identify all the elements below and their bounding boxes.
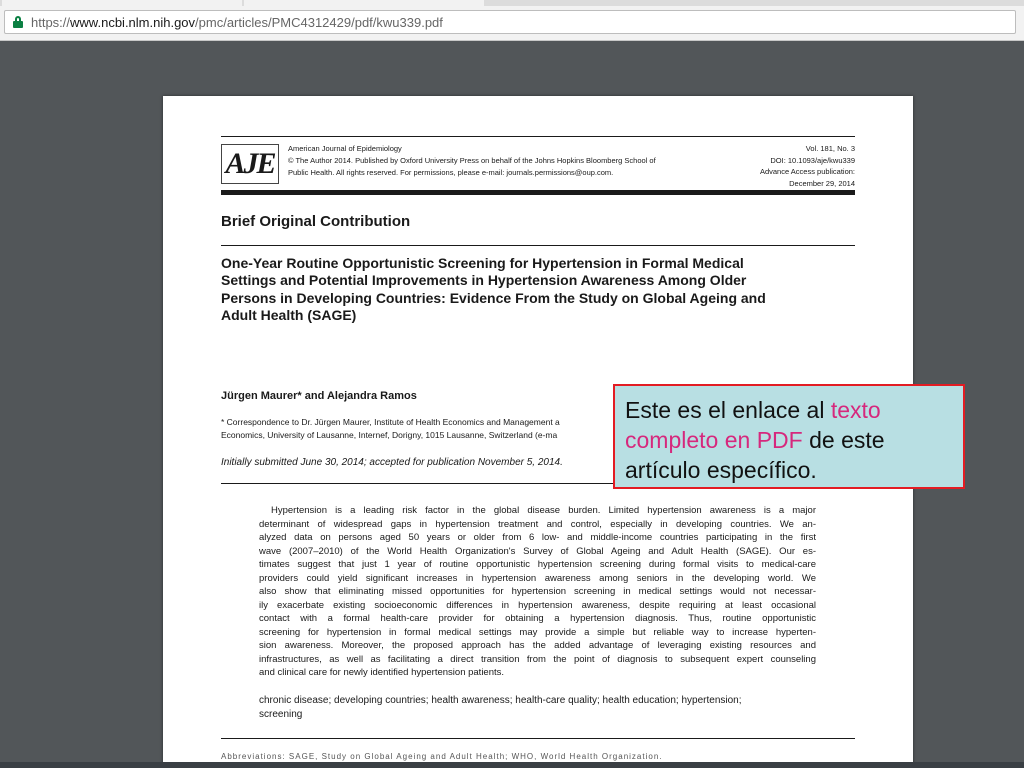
abstract-line: timates suggest that just 1 year of routine opportunistic hypertension screening during formal visits to medical-care: [259, 559, 816, 570]
journal-logo: AJE: [221, 144, 279, 184]
doi: DOI: 10.1093/aje/kwu339: [770, 155, 855, 165]
header-thick-rule: [221, 190, 855, 195]
bottom-strip: [0, 762, 1024, 768]
submission-dates: Initially submitted June 30, 2014; accepted for publication November 5, 2014.: [221, 457, 563, 468]
keywords: [259, 694, 816, 722]
abstract-line: determinant of widespread gaps in hypertension treatment and control, especially in developing countries. We an-: [259, 518, 816, 530]
keywords-line: screening: [259, 709, 303, 720]
abstract-line: and clinical care for newly identified hypertension patients.: [259, 667, 505, 678]
header-top-rule: [221, 136, 855, 137]
callout-text-after: de este artículo específico.: [625, 427, 885, 483]
abstract-line: ily exacerbate existing socioeconomic differences in hypertension awareness, despite requiring at least occasional: [259, 599, 816, 611]
title-line: Settings and Potential Improvements in Hypertension Awareness Among Older: [221, 272, 747, 289]
section-rule: [221, 245, 855, 246]
abstract-line: alyzed data on persons aged 50 years or older from 6 low- and middle-income countries participating in the first: [259, 532, 816, 543]
footer-rule: [221, 738, 855, 739]
keywords-line: chronic disease; developing countries; health awareness; health-care quality; health education; hypertension;: [259, 695, 742, 706]
abstract-line: contact with a formal health-care provider for obtaining a hypertension diagnosis. Thus, routine opportunistic: [259, 613, 816, 624]
title-line: One-Year Routine Opportunistic Screening for Hypertension in Formal Medical: [221, 255, 744, 271]
abstract-line: sion awareness. Moreover, the proposed approach has the added advantage of leveraging existing resources and: [259, 640, 816, 651]
browser-tab[interactable]: [244, 0, 484, 6]
rights-line: Public Health. All rights reserved. For permissions, please e-mail: journals.permissions@oup.com.: [288, 168, 614, 177]
publication-date: December 29, 2014: [789, 178, 855, 188]
correspondence-line: * Correspondence to Dr. Jürgen Maurer, Institute of Health Economics and Management a: [221, 417, 560, 427]
footnote-abbreviations: Abbreviations: SAGE, Study on Global Ageing and Adult Health; WHO, World Health Organization.: [221, 752, 663, 761]
abstract-line: also show that eliminating missed opportunities for hypertension screening in medical settings would not necessar-: [259, 586, 816, 597]
browser-toolbar: [0, 0, 1024, 41]
volume-info: [655, 143, 855, 189]
article-title: [221, 255, 821, 325]
abstract: [259, 504, 816, 680]
title-line: Adult Health (SAGE): [221, 307, 357, 324]
journal-info: [288, 143, 708, 179]
title-line: Persons in Developing Countries: Evidence From the Study on Global Ageing and: [221, 289, 766, 306]
journal-name: American Journal of Epidemiology: [288, 144, 402, 153]
abstract-line: wave (2007–2010) of the World Health Organization's Survey of Global Ageing and Adult Health (SAGE). Our es-: [259, 545, 816, 557]
authors: Jürgen Maurer* and Alejandra Ramos: [221, 390, 417, 402]
correspondence-line: Economics, University of Lausanne, Internef, Dorigny, 1015 Lausanne, Switzerland (e-ma: [221, 430, 558, 440]
abstract-line: screening for hypertension in formal medical settings may provide a simple but reliable way to increase hyperten-: [259, 626, 816, 638]
abstract-line: Hypertension is a leading risk factor in the global disease burden. Limited hypertension awareness is a major: [271, 505, 816, 516]
advance-access-label: Advance Access publication:: [759, 167, 855, 176]
url-scheme: https://: [31, 15, 71, 30]
url-path: /pmc/articles/PMC4312429/pdf/kwu339.pdf: [195, 15, 443, 30]
volume-issue: Vol. 181, No. 3: [805, 144, 855, 153]
url-text[interactable]: [31, 15, 443, 30]
callout-highlight: texto completo en PDF: [625, 397, 881, 453]
tab-strip: [0, 0, 1024, 6]
correspondence: [221, 416, 621, 442]
abstract-line: infrastructures, as well as facilitating a direct transition from the point of diagnosis to subsequent expert counseling: [259, 653, 816, 665]
abstract-line: providers could yield significant increases in hypertension awareness among seniors in the developing world. We: [259, 572, 816, 584]
address-bar[interactable]: [4, 10, 1016, 34]
url-host: www.ncbi.nlm.nih.gov: [70, 15, 196, 30]
copyright-line: © The Author 2014. Published by Oxford University Press on behalf of the Johns Hopkins Bloomberg School of: [288, 156, 656, 165]
lock-icon[interactable]: [13, 16, 23, 28]
annotation-callout: [613, 384, 965, 489]
browser-tab[interactable]: [2, 0, 242, 6]
callout-text-before: Este es el enlace al: [625, 397, 831, 423]
section-label: Brief Original Contribution: [221, 213, 411, 230]
